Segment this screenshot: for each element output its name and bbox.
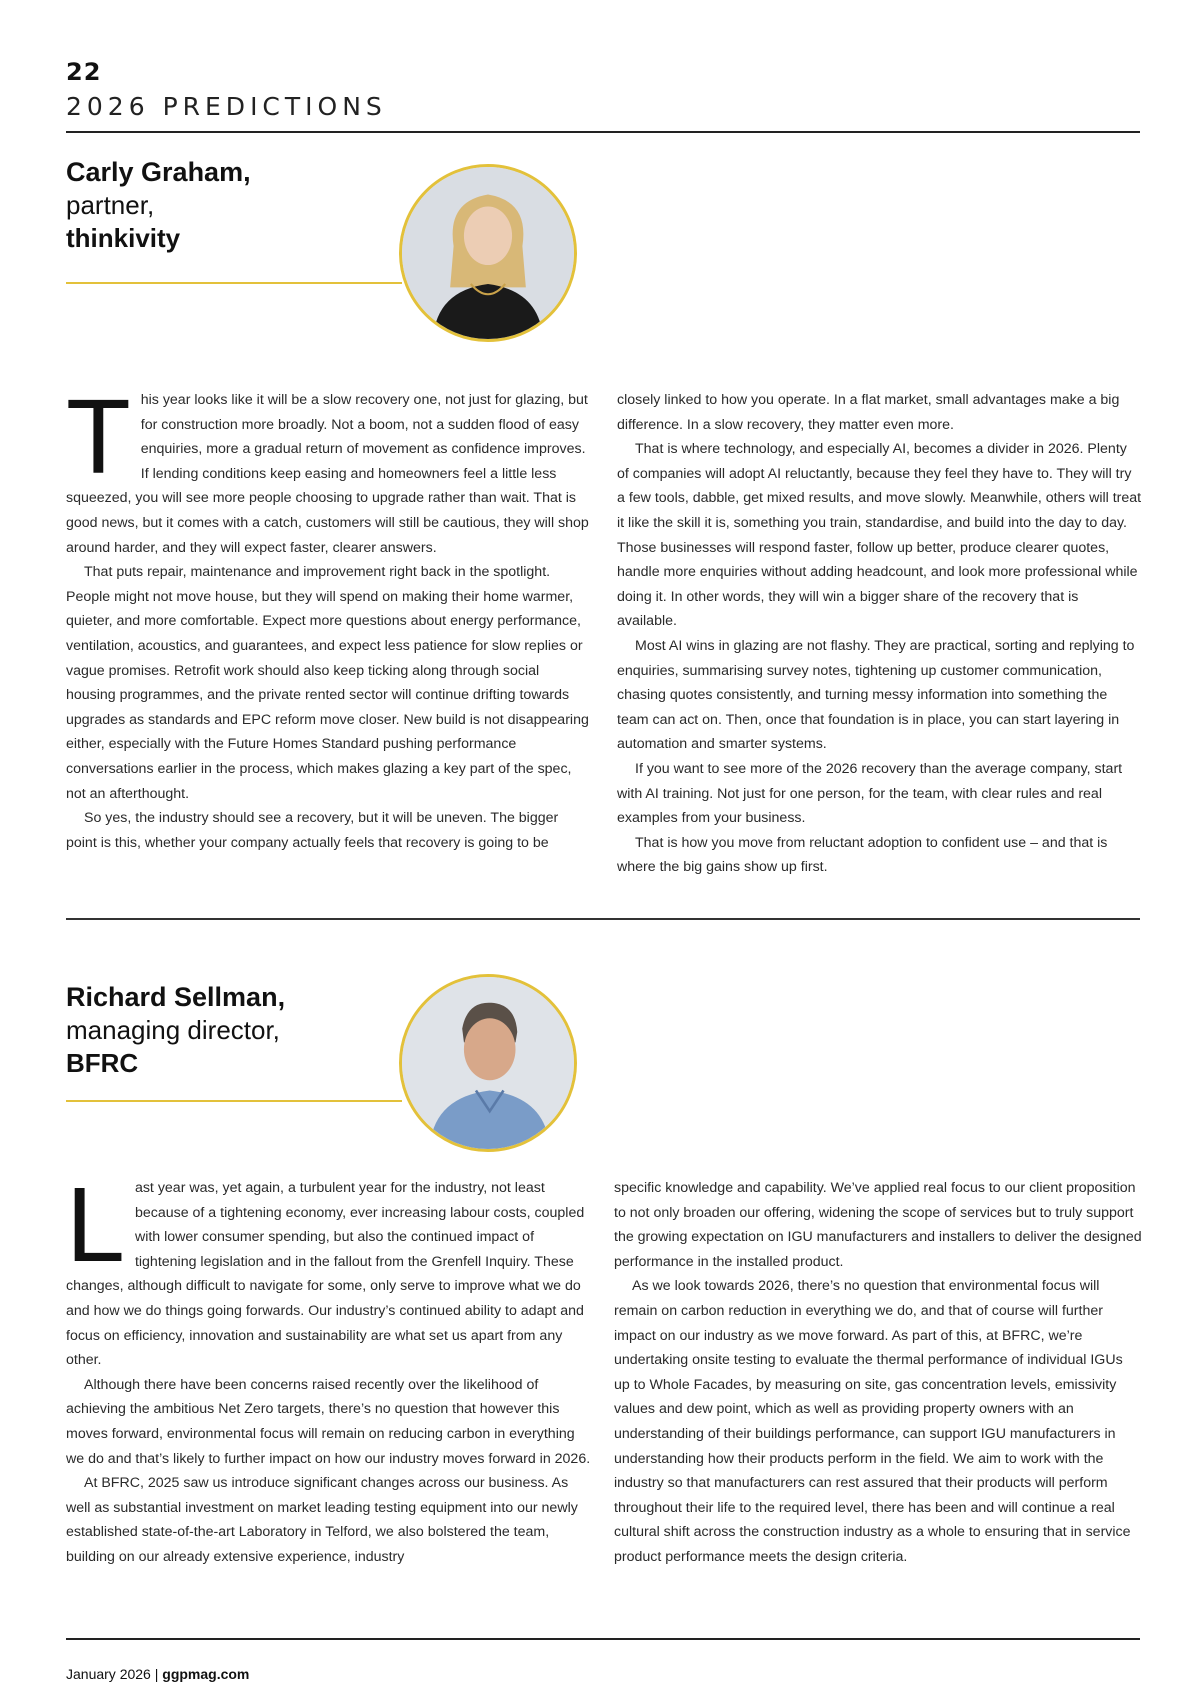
- profile1-byline: [66, 156, 251, 255]
- profile2-column-1: [66, 1166, 592, 1570]
- paragraph: ast year was, yet again, a turbulent year for the industry, not least because of a tightening economy, ever increasing labour costs, coupled with lower consumer spending, but also the continued impact of tightening legislation and in the fallout from the Grenfell Inquiry. These changes, although difficult to navigate for some, only serve to improve what we do and how we do things going forwards. Our industry’s continued ability to adapt and focus on efficiency, innovation and sustainability are what set us apart from any other.: [66, 1180, 585, 1369]
- paragraph: At BFRC, 2025 saw us introduce significant changes across our business. As well as substantial investment on market leading testing equipment into our newly established state-of-the-art Laboratory in Telford, we also bolstered the team, building on our already extensive experience, industry: [66, 1475, 578, 1565]
- profile1-name: Carly Graham,: [66, 157, 251, 187]
- profile2-photo: [399, 974, 577, 1152]
- paragraph: As we look towards 2026, there’s no question that environmental focus will remain on carbon reduction in everything we do, and that of course will further impact on our industry as we move forward. As part of this, at BFRC, we’re undertaking onsite testing to evaluate the thermal performance of individual IGUs up to Whole Facades, by measuring on site, gas concentration levels, emissivity values and dew point, which as well as providing property owners with an understanding of their buildings performance, can support IGU manufacturers in understanding how their products perform in the field. We aim to work with the industry so that manufacturers can rest assured that their products will perform throughout their life to the required level, there has been and will continue a real cultural shift across the construction industry as a whole to ensuring that in service product performance meets the design criteria.: [614, 1278, 1131, 1565]
- profile2-name: Richard Sellman,: [66, 982, 286, 1012]
- section-title: 2026 PREDICTIONS: [66, 92, 387, 121]
- paragraph: Most AI wins in glazing are not flashy. They are practical, sorting and replying to enquiries, summarising survey notes, tightening up customer communication, chasing quotes consistently, and turning messy information into something the team can act on. Then, once that foundation is in place, you can start layering in automation and smarter systems.: [617, 637, 1135, 753]
- footer-site-link[interactable]: ggpmag.com: [162, 1666, 250, 1682]
- page-number: 22: [66, 58, 102, 86]
- profile2-column-2: [614, 1176, 1142, 1570]
- section-divider: [66, 918, 1140, 920]
- footer-divider: [66, 1638, 1140, 1640]
- paragraph: closely linked to how you operate. In a flat market, small advantages make a big difference. In a slow recovery, they matter even more.: [617, 392, 1120, 433]
- woman-portrait-icon: [402, 167, 574, 339]
- profile1-organization: thinkivity: [66, 223, 181, 253]
- paragraph: Although there have been concerns raised recently over the likelihood of achieving the ambitious Net Zero targets, there’s no question that however this moves forward, environmental focus will remain on reducing carbon in everything we do and that’s likely to further impact on how our industry moves forward in 2026.: [66, 1376, 591, 1467]
- profile1-dropcap: T: [66, 378, 131, 496]
- paragraph: That puts repair, maintenance and improvement right back in the spotlight. People might not move house, but they will spend on making their home warmer, quieter, and more comfortable. Expect more questions about energy performance, ventilation, acoustics, and guarantees, and expect less patience for slow replies or vague promises. Retrofit work should also keep ticking along through social housing programmes, and the private rented sector will continue drifting towards upgrades as standards and EPC reform move closer. New build is not disappearing either, especially with the Future Homes Standard pushing performance conversations earlier in the process, which makes glazing a key part of the spec, not an afterthought.: [66, 564, 589, 802]
- paragraph: That is how you move from reluctant adoption to confident use – and that is where the big gains show up first.: [617, 834, 1108, 876]
- profile1-photo: [399, 164, 577, 342]
- profile2-byline: [66, 981, 285, 1080]
- paragraph: So yes, the industry should see a recovery, but it will be uneven. The bigger point is this, whether your company actually feels that recovery is going to be: [66, 810, 559, 851]
- profile2-role: managing director,: [66, 1015, 280, 1045]
- header-divider: [66, 131, 1140, 133]
- profile1-column-1: [66, 378, 592, 855]
- footer-date: January 2026 |: [66, 1666, 163, 1682]
- profile1-gold-rule: [66, 282, 402, 284]
- profile2-dropcap: L: [66, 1166, 125, 1284]
- footer: [66, 1666, 249, 1682]
- man-portrait-icon: [402, 977, 574, 1149]
- profile2-organization: BFRC: [66, 1048, 139, 1078]
- profile2-gold-rule: [66, 1100, 402, 1102]
- paragraph: his year looks like it will be a slow recovery one, not just for glazing, but for construction more broadly. Not a boom, not a sudden flood of easy enquiries, more a gradual return of movement as confidence improves. If lending conditions keep easing and homeowners feel a little less squeezed, you will see more people choosing to upgrade rather than wait. That is good news, but it comes with a catch, customers will still be cautious, they will shop around harder, and they will expect faster, clearer answers.: [66, 392, 589, 556]
- profile1-column-2: [617, 388, 1142, 880]
- profile1-role: partner,: [66, 190, 155, 220]
- paragraph: If you want to see more of the 2026 recovery than the average company, start with AI training. Not just for one person, for the team, with clear rules and real examples from your business.: [617, 760, 1123, 827]
- paragraph: specific knowledge and capability. We’ve applied real focus to our client proposition to not only broaden our offering, widening the scope of services but to truly support the growing expectation on IGU manufacturers and installers to deliver the designed performance in the installed product.: [614, 1180, 1142, 1270]
- paragraph: That is where technology, and especially AI, becomes a divider in 2026. Plenty of companies will adopt AI reluctantly, because they feel they have to. They will try a few tools, dabble, get mixed results, and move slowly. Meanwhile, others will treat it like the skill it is, something you train, standardise, and build into the day to day. Those businesses will respond faster, follow up better, produce clearer quotes, handle more enquiries without adding headcount, and look more professional while doing it. In other words, they will win a bigger share of the recovery that is available.: [617, 441, 1142, 630]
